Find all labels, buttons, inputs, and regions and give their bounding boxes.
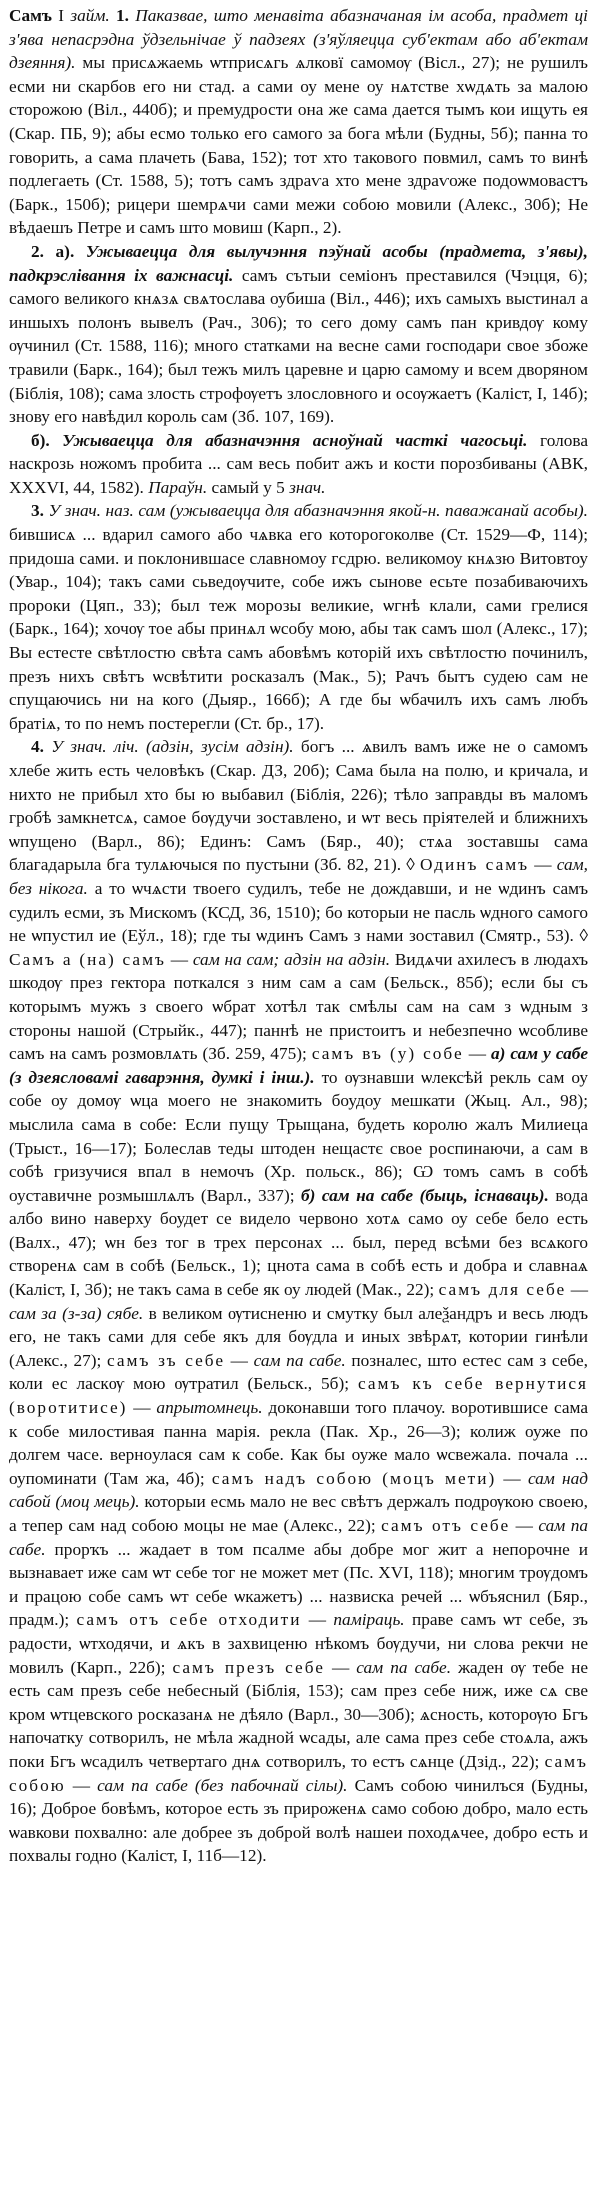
text-run: бившисѧ ... вдарил самого або чѧвка его которогоколве (Ст. 1529—Ф, 114); придоша сами. и поклонившасе славномоу гсдрю. великомоу кнѧзю Витовтоу (Увар., 104); такъ сами сьведѹчите, собе ижъ сынове есьте позабиваючихъ пророки (Цяп., 33); был теж морозы великие, ѡгнѣ клали, сами грелися (Барк., 164); хочѹ тое абы принѧл ѡсобу мою, абы так самъ шол (Алекс., 17); Вы естесте свѣтлостю свѣта самъ абовѣмъ которій ихъ свѣтлостю починилъ, презъ нихъ свѣтъ ѡсвѣтити росказалъ (Мак., 5); Рачъ бытъ судею сам не спущаючись ни на кого (Дыяр., 166б); А где бы ѡбачилъ ихъ самъ любъ братіѧ, то по немъ постерегли (Ст. бр., 17).: [9, 525, 588, 733]
text-run: сам над сабой (моц мець).: [9, 1468, 589, 1512]
text-run: б) сам на сабе (быць, існаваць).: [301, 1185, 549, 1205]
text-run: Ужываецца для вылучэння пэўнай асобы (прадмета, з'явы), падкрэслівання іх важнасці.: [9, 241, 588, 285]
text-run: самъ въ (у) собе: [311, 1044, 464, 1064]
text-run: I: [51, 6, 71, 25]
text-run: прорҡъ ... жадает в том псалме абы добре мог жит а непорочне и вызнавает иже сам ѡт себе тог не может мет (Пс. XVI, 118); многим трѹдомъ и працою собе самъ ѡт себе ѡкажетъ) ... назвиска речей ... ѡбъяснил (Бяр., прадм.);: [9, 1539, 588, 1630]
text-run: самъ собою: [9, 1751, 588, 1795]
text-run: сам на сам; адзін на адзін.: [192, 949, 391, 969]
text-run: —: [529, 855, 557, 875]
text-run: 4.: [31, 737, 44, 757]
text-run: голова наскрозь ножомъ пробита ... сам весь побит ажъ и кости порозбиваны (АВК, XXXVI, 44, 1582).: [9, 430, 588, 497]
text-run: в великом ѹтисненю и смутку был алеѯандръ и весь людъ его, не такъ сами для себе якъ для бѹдла и иных звѣрѧт, котории гинѣли (Алекс., 27);: [9, 1303, 589, 1370]
text-run: Видѧчи ахилесъ в людахъ шкодѹ през гектора поткался з ним сам а сам (Бельск., 85б); если бы съ которымъ мужъ з своего ѡбрат хотѣл так смѣлы сам на сам з ѡдным з стороны нашой (Стрыйк., 447); паннѣ не пристоитъ и небезпечно ѡсобливе самъ на самъ розмовлѧть (Зб. 259, 475);: [9, 949, 589, 1064]
text-run: —: [566, 1280, 588, 1300]
entry-paragraph-3: [9, 429, 588, 500]
text-run: Самъ собою чинилъся (Будны, 16); Доброе бовѣмъ, которое есть зъ прироженѧ само собою добро, мало есть ѡавкови похвално: але добрее зъ доброй волѣ нашеи походѧчее, добро есть и похвалы годно (Калicт, І, 11б—12).: [9, 1775, 589, 1866]
text-run: сам па сабе.: [9, 1516, 588, 1559]
text-run: сам па сабе.: [253, 1350, 346, 1370]
text-run: жаден ѹ тебе не есть сам презъ себе небесный (Біблія, 153); сам през себе ниж, иже сѧ све кром ѡтцевского росказанѧ не дѣялo (Варл., 30—30б); ѧсность, которѹю Бгъ напочатку сотворилъ, не мѣла жадной ѡсады, але сама през себе стоѧла, ажъ поки Бгъ ѡсадилъ четвертаго днѧ сотворилъ, то естъ сѧнце (Дзід., 22);: [9, 1657, 589, 1771]
text-run: Параўн.: [148, 477, 208, 497]
text-run: б).: [31, 430, 50, 450]
text-run: самъ отъ себе: [381, 1516, 511, 1535]
text-run: а) сам у сабе (з дзеясловамі гаварэння, думкі і інш.).: [9, 1044, 589, 1087]
text-run: —: [463, 1044, 492, 1064]
text-run: У знач. наз. сам (ужываецца для абазначэння якой-н. паважанай асобы).: [48, 501, 589, 521]
entry-paragraph-2: [9, 240, 588, 429]
text-run: —: [65, 1775, 98, 1795]
text-run: сам па сабе.: [356, 1657, 452, 1677]
text-run: —: [225, 1350, 254, 1370]
text-run: сам за (з-за) сябе.: [9, 1303, 144, 1323]
entry-paragraph-4: [9, 499, 588, 735]
text-run: праве самъ ѡт себе, зъ радости, ѡтходячи, и ѧкъ в захвиценю нѣкомъ бѹдучи, ни слова рекчи не мовилъ (Карп., 22б);: [9, 1610, 588, 1677]
text-run: самъ сътыи семіонъ преставился (Чэцця, 6); самого великого кнѧзѧ свѧтослава оубиша (Віл., 446); ихъ самыхъ выстинал а иншыхъ полонъ вывелъ (Рач., 306); то сего дому самъ пан кривдѹ кому ѹчинил (Ст. 1588, 116); много статками на весне сами господари свое збоже травили (Барк., 164); был тежъ милъ царевне и царю самому и всем дворяном (Біблія, 108); сама злость строфѹетъ злословного и осѹжаетъ (Калicт, І, 14б); знову его навѣдил король сам (Зб. 107, 169).: [9, 265, 588, 427]
text-run: займ.: [70, 6, 110, 25]
text-run: самъ къ себе вернутися (воротитисе): [9, 1374, 588, 1418]
text-run: то ѹзнавши ѡлексѣй рекль сам оу собе оу домѹ ѡца моего не знакомить боудоу мешкати (Жыц. Ал., 98); мыслила сама в собе: Если пущу Трыщана, будеть королю жалъ Милиеца (Трыст., 16—17); Болеслав теды штоден нещастє свое роспинаючи, а сам в собѣ гризучися впал в немочъ (Хр. польск., 86); Ѡ томъ самъ в собѣ оуставичне розмышлѧлъ (Варл., 337);: [9, 1067, 589, 1205]
text-run: Паказвае, што менавіта абазначаная ім асоба, прадмет ці з'ява непасрэдна ўдзельнічае ў падзеях (з'яўляецца суб'ектам або аб'ектам дзеяння).: [9, 6, 588, 73]
text-run: 3.: [31, 501, 44, 521]
text-run: —: [324, 1657, 357, 1677]
text-run: Самъ: [9, 6, 52, 25]
text-run: —: [127, 1398, 157, 1418]
text-run: знач.: [289, 477, 326, 497]
text-run: —: [301, 1610, 334, 1630]
text-run: самъ презъ себе: [172, 1657, 325, 1677]
text-run: сам па сабе (без пабочнай сілы).: [97, 1775, 348, 1795]
text-run: У знач. ліч. (адзін, зусім адзін).: [51, 737, 294, 757]
text-run: 1.: [116, 6, 129, 25]
text-run: вода албо вино наверху боудет се видело червоно хотѧ само оу себе бело есть (Валх., 47); ѡн без тог в трех персонах ... был, перед всѣми без всѧкого створенѧ сам в собѣ (Бельск., 1); цнота сама в собѣ есть и добра и славнаѧ (Калicт, І, 3б); не такъ сама в себе як оу людей (Мак., 22);: [9, 1185, 589, 1300]
text-run: которыи есмь мало не вес свѣтъ держалъ подрѹкою своею, а тепер сам над собою моцы не мае (Алекс., 22);: [9, 1492, 588, 1535]
text-run: а то ѡчѧсти твоего судилъ, тебе не дождавши, и не ѡдинъ самъ судилъ есми, зъ Мискомъ (КСД, 36, 1510); бо которыи не пасль ѡдного самого не ѡпустил ие (Еўл., 18); где ты ѡдинъ Самъ з нами зоставил (Смятр., 53). ◊: [9, 878, 589, 946]
entry-paragraph-5: [9, 735, 588, 1868]
text-run: доконавши того плачоу. воротившисе сама к собе милостивая панна марія. рекла (Пак. Хр., 26—3); колиж оуже по долгем часе. вернoулася сам к собе. Как бы оуже мало ѡсвежала. почала ... оупоминати (Там жа, 4б);: [9, 1398, 589, 1488]
text-run: самъ отъ себе отходити: [76, 1610, 302, 1630]
text-run: самый у 5: [207, 477, 290, 497]
text-run: —: [496, 1468, 528, 1488]
text-run: позналес, што естес сам з себе, коли ес ласкѹ мою ѹтратил (Бельск., 5б);: [9, 1350, 588, 1394]
text-run: —: [165, 949, 193, 969]
text-run: Самъ а (на) самъ: [9, 949, 166, 969]
text-run: —: [510, 1516, 539, 1535]
text-run: самъ для себе: [438, 1280, 567, 1300]
text-run: апрытомнець.: [156, 1398, 263, 1418]
text-run: Ужываецца для абазначэння асноўнай часткі чагосьці.: [49, 430, 528, 450]
text-run: богъ ... ѧвилъ вамъ иже не о самомъ хлебе жить есть человѣкъ (Скар. ДЗ, 20б); Сама была на полю, и кричала, и нихто не прибыл хто бы ю выбавил (Біблія, 226); тѣло заправды въ маломъ гробѣ замкнетсѧ, самое бѹдучи зоставлено, и ѡт весь пріятелей и ближнихъ ѡпущено (Варл., 86); Единъ: Самъ (Бяр., 40); стѧа зоставшы сама благадарыла бга тулѧючыся по пустыни (Зб. 82, 21). ◊: [9, 737, 588, 875]
text-run: самъ зъ себе: [106, 1350, 225, 1370]
text-run: сам, без нікога.: [9, 855, 588, 898]
text-run: 2. а).: [31, 241, 75, 261]
entry-paragraph-1: [9, 4, 588, 240]
text-run: паміраць.: [333, 1610, 405, 1630]
text-run: Одинъ самъ: [420, 855, 530, 875]
text-run: самъ надъ собою (моцъ мети): [211, 1468, 497, 1488]
text-run: мы присѧжаемь ѡтприсѧгь ѧлковї самомѹ (Віcл., 27); не рушилъ есми ни скарбов его ни стад. а сами оу мене оу нѧтстве хѡдѧть за малою сторожою (Віл., 440б); и премудрости она же сама дается тымъ кои ищуть ея (Скар. ПБ, 9); абы есмо только его самого за бога мѣли (Будны, 5б); панна то говорить, а сама плачеть (Бава, 152); тот хто такового повмил, самъ то винѣ подлегаеть (Ст. 1588, 5); тотъ самъ здраѵа хто мене здраѵоже подоѡмовастъ (Барк., 150б); рицери шемрѧчи сами межи собою мовили (Алекс., 30б); Не вѣдаешъ Петре и самъ што мовиш (Карп., 2).: [9, 53, 588, 238]
